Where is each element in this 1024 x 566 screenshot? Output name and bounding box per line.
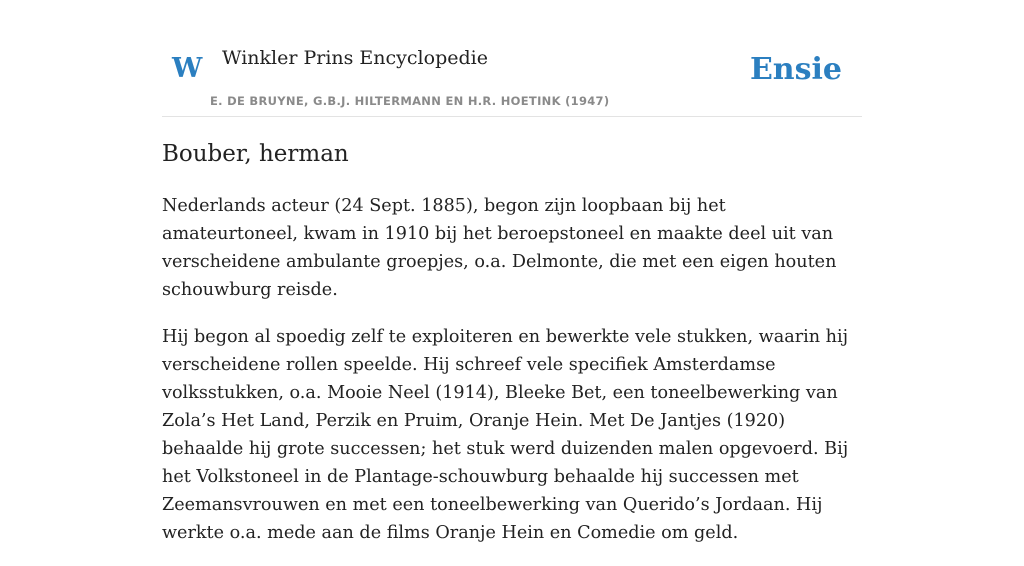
article-paragraph: Nederlands acteur (24 Sept. 1885), begon zijn loopbaan bij het amateurtoneel, kwam in 1910 bij het beroepstoneel en maakte deel uit van verscheidene ambulante groepjes, o.a. Delmonte, die met een eigen houten schouwburg reisde.	[162, 196, 837, 300]
article-title: Bouber, herman	[162, 141, 349, 167]
ensie-brand-link[interactable]: Ensie	[749, 52, 842, 87]
article-body	[162, 192, 862, 566]
publication-title[interactable]: Winkler Prins Encyclopedie	[222, 47, 488, 69]
publication-logo-icon[interactable]: W	[172, 53, 203, 84]
publication-authors: E. DE BRUYNE, G.B.J. HILTERMANN EN H.R. HOETINK (1947)	[210, 94, 610, 108]
article-paragraph: Hij begon al spoedig zelf te exploiteren en bewerkte vele stukken, waarin hij verscheidene rollen speelde. Hij schreef vele specifiek Amsterdamse volksstukken, o.a. Mooie Neel (1914), Bleeke Bet, een toneelbewerking van Zola’s Het Land, Perzik en Pruim, Oranje Hein. Met De Jantjes (1920) behaalde hij grote successen; het stuk werd duizenden malen opgevoerd. Bij het Volkstoneel in de Plantage-schouwburg behaalde hij successen met Zeemansvrouwen en met een toneelbewerking van Querido’s Jordaan. Hij werkte o.a. mede aan de films Oranje Hein en Comedie om geld.	[162, 327, 849, 543]
header	[162, 0, 862, 117]
